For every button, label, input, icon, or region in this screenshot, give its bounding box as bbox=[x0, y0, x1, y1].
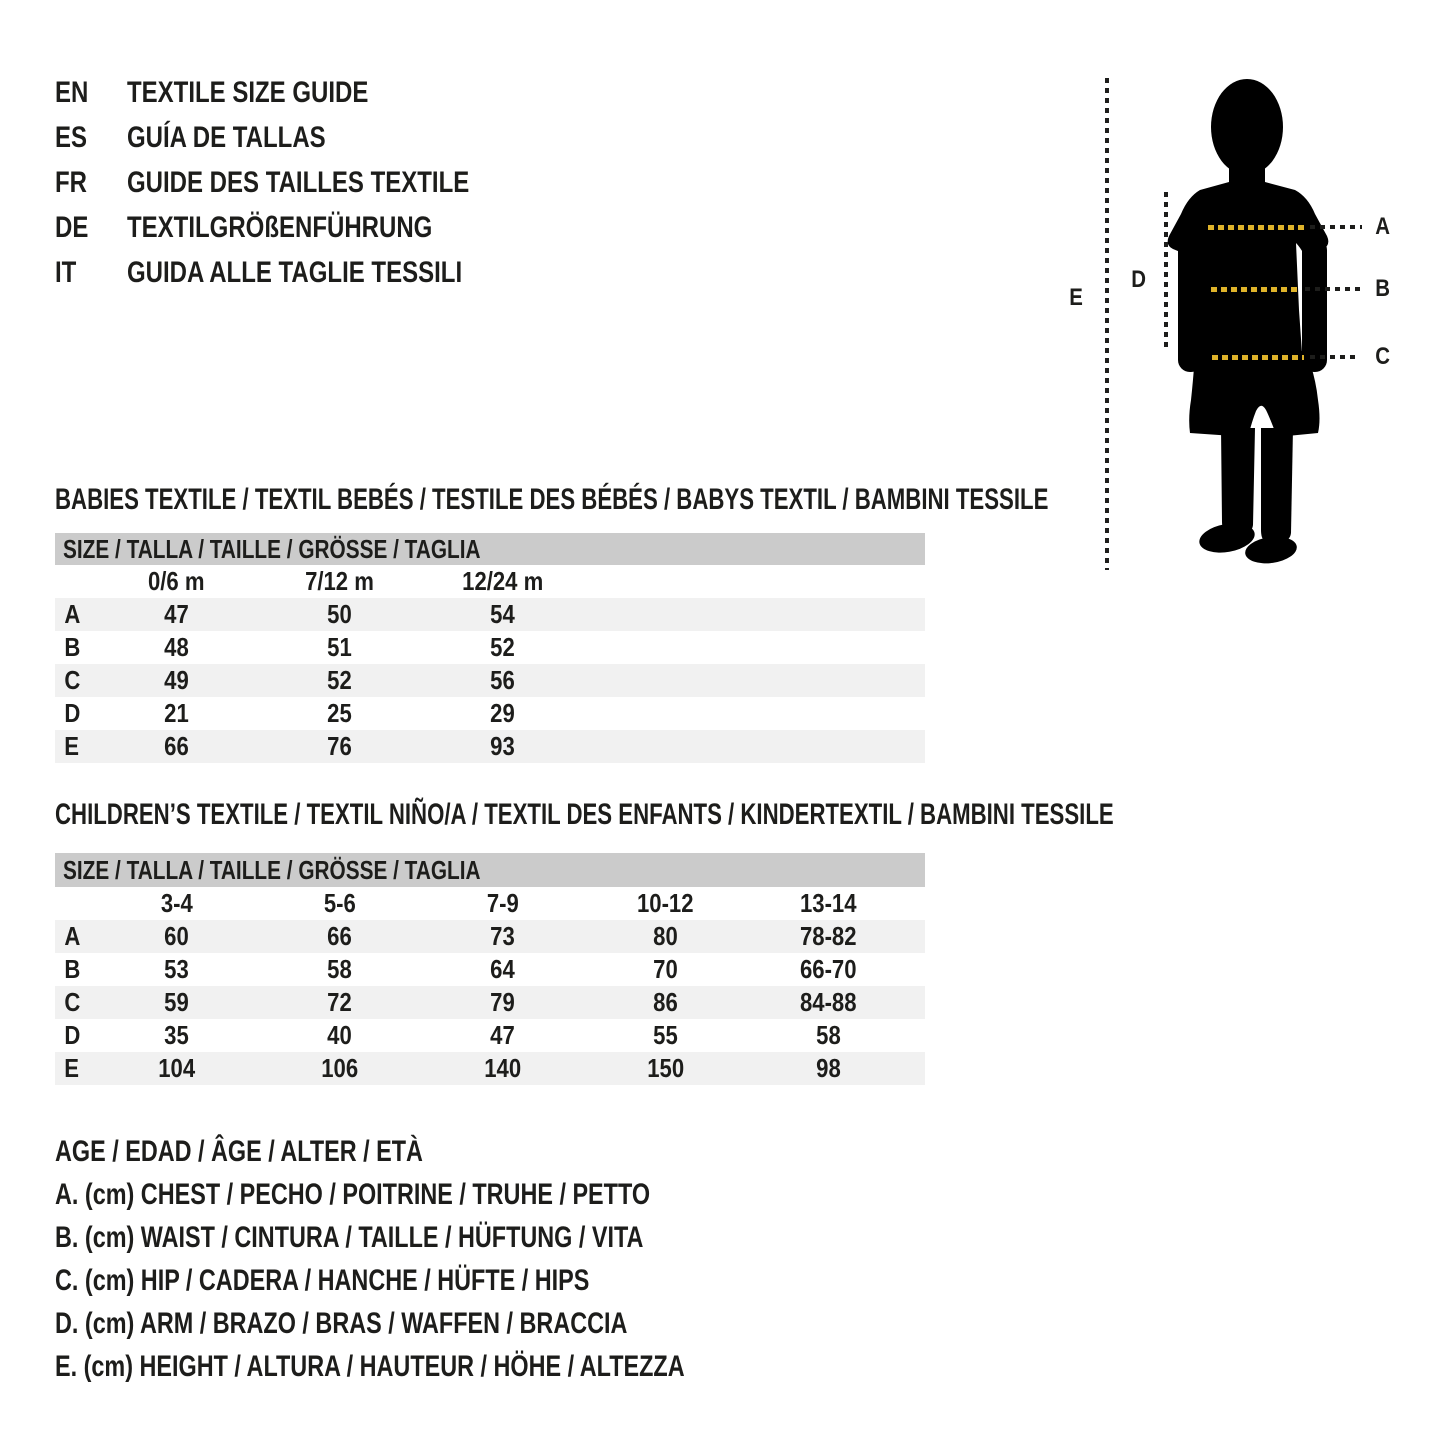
children-corner-cell bbox=[55, 887, 95, 920]
legend-a-chest: A. (cm) CHEST / PECHO / POITRINE / TRUHE / PETTO bbox=[55, 1178, 651, 1211]
lang-code-fr: FR bbox=[55, 166, 87, 199]
table-cell: 50 bbox=[327, 599, 352, 629]
table-cell: 98 bbox=[816, 1053, 841, 1083]
babies-row-e-label: E bbox=[64, 731, 80, 761]
table-cell bbox=[910, 1019, 925, 1052]
legend-b-waist: B. (cm) WAIST / CINTURA / TAILLE / HÜFTUNG / VITA bbox=[55, 1221, 644, 1254]
measure-line-d bbox=[1164, 192, 1168, 348]
measure-label-b: B bbox=[1375, 275, 1391, 302]
babies-col-0-6m: 0/6 m bbox=[148, 566, 205, 596]
table-cell: 49 bbox=[164, 665, 189, 695]
measure-line-b-waist bbox=[1211, 287, 1299, 292]
table-cell: 93 bbox=[490, 731, 515, 761]
children-size-header-bar bbox=[55, 853, 925, 887]
table-cell: 78-82 bbox=[800, 921, 857, 951]
babies-section-title: BABIES TEXTILE / TEXTIL BEBÉS / TESTILE DES BÉBÉS / BABYS TEXTIL / BAMBINI TESSILE bbox=[55, 483, 1049, 516]
title-fr: GUIDE DES TAILLES TEXTILE bbox=[127, 166, 470, 199]
table-cell: 47 bbox=[164, 599, 189, 629]
babies-row-b bbox=[55, 631, 925, 664]
legend-age: AGE / EDAD / ÂGE / ALTER / ETÀ bbox=[55, 1135, 423, 1168]
lang-code-de: DE bbox=[55, 211, 89, 244]
table-cell: 66 bbox=[164, 731, 189, 761]
babies-column-header-row bbox=[55, 565, 925, 598]
title-row-en bbox=[55, 70, 555, 115]
babies-row-d bbox=[55, 697, 925, 730]
children-table bbox=[55, 853, 925, 1085]
measure-line-c-leader bbox=[1310, 355, 1360, 359]
table-cell: 59 bbox=[164, 987, 189, 1017]
table-cell: 51 bbox=[327, 632, 352, 662]
table-cell bbox=[584, 697, 925, 730]
children-row-d bbox=[55, 1019, 925, 1052]
title-es: GUÍA DE TALLAS bbox=[127, 121, 326, 154]
table-cell bbox=[584, 631, 925, 664]
table-cell bbox=[910, 953, 925, 986]
babies-col-12-24m: 12/24 m bbox=[461, 566, 544, 596]
babies-size-table bbox=[55, 565, 925, 763]
children-row-b-label: B bbox=[64, 954, 81, 984]
title-de: TEXTILGRÖßENFÜHRUNG bbox=[127, 211, 433, 244]
table-cell bbox=[584, 730, 925, 763]
measurement-legend bbox=[55, 1130, 862, 1388]
table-cell: 25 bbox=[327, 698, 352, 728]
table-cell: 72 bbox=[327, 987, 352, 1017]
children-row-d-label: D bbox=[64, 1020, 81, 1050]
measure-line-a-chest bbox=[1208, 225, 1304, 230]
measure-label-d: D bbox=[1131, 266, 1147, 293]
table-cell bbox=[910, 1052, 925, 1085]
table-cell: 86 bbox=[653, 987, 678, 1017]
title-row-fr bbox=[55, 160, 555, 205]
table-cell bbox=[584, 664, 925, 697]
babies-row-e bbox=[55, 730, 925, 763]
table-cell: 53 bbox=[164, 954, 189, 984]
table-cell: 104 bbox=[158, 1053, 195, 1083]
babies-row-b-label: B bbox=[64, 632, 81, 662]
table-cell: 84-88 bbox=[800, 987, 857, 1017]
table-cell: 150 bbox=[647, 1053, 684, 1083]
babies-row-d-label: D bbox=[64, 698, 81, 728]
table-cell: 54 bbox=[490, 599, 515, 629]
child-silhouette bbox=[1165, 70, 1340, 570]
table-cell: 73 bbox=[490, 921, 515, 951]
table-cell: 66 bbox=[327, 921, 352, 951]
babies-col-7-12m: 7/12 m bbox=[305, 566, 374, 596]
title-en: TEXTILE SIZE GUIDE bbox=[127, 76, 369, 109]
table-cell: 106 bbox=[321, 1053, 358, 1083]
table-cell: 80 bbox=[653, 921, 678, 951]
babies-row-c bbox=[55, 664, 925, 697]
title-row-es bbox=[55, 115, 555, 160]
babies-row-a bbox=[55, 598, 925, 631]
children-col-filler bbox=[910, 887, 925, 920]
children-section-title: CHILDREN’S TEXTILE / TEXTIL NIÑO/A / TEXTIL DES ENFANTS / KINDERTEXTIL / BAMBINI TESSILE bbox=[55, 798, 1114, 831]
table-cell: 40 bbox=[327, 1020, 352, 1050]
table-cell: 140 bbox=[484, 1053, 521, 1083]
children-row-e bbox=[55, 1052, 925, 1085]
children-col-13-14: 13-14 bbox=[800, 888, 857, 918]
table-cell: 64 bbox=[490, 954, 515, 984]
legend-c-hip: C. (cm) HIP / CADERA / HANCHE / HÜFTE / HIPS bbox=[55, 1264, 590, 1297]
children-col-7-9: 7-9 bbox=[486, 888, 519, 918]
table-cell: 76 bbox=[327, 731, 352, 761]
table-cell: 48 bbox=[164, 632, 189, 662]
legend-e-height: E. (cm) HEIGHT / ALTURA / HAUTEUR / HÖHE / ALTEZZA bbox=[55, 1350, 685, 1383]
table-cell: 21 bbox=[164, 698, 189, 728]
table-cell: 58 bbox=[816, 1020, 841, 1050]
measure-label-a: A bbox=[1375, 213, 1391, 240]
table-cell: 47 bbox=[490, 1020, 515, 1050]
children-row-a-label: A bbox=[64, 921, 81, 951]
table-cell: 29 bbox=[490, 698, 515, 728]
measure-line-b-leader bbox=[1305, 287, 1362, 291]
children-col-5-6: 5-6 bbox=[323, 888, 356, 918]
table-cell: 60 bbox=[164, 921, 189, 951]
table-cell bbox=[910, 986, 925, 1019]
children-row-b bbox=[55, 953, 925, 986]
table-cell: 56 bbox=[490, 665, 515, 695]
children-row-c-label: C bbox=[64, 987, 81, 1017]
babies-size-header-bar bbox=[55, 533, 925, 565]
table-cell: 66-70 bbox=[800, 954, 857, 984]
language-title-block bbox=[55, 70, 555, 295]
table-cell bbox=[584, 598, 925, 631]
lang-code-es: ES bbox=[55, 121, 88, 154]
measure-label-c: C bbox=[1375, 343, 1391, 370]
table-cell: 52 bbox=[490, 632, 515, 662]
lang-code-it: IT bbox=[55, 256, 77, 289]
title-it: GUIDA ALLE TAGLIE TESSILI bbox=[127, 256, 463, 289]
measure-line-e bbox=[1105, 78, 1109, 570]
children-column-header-row bbox=[55, 887, 925, 920]
table-cell: 35 bbox=[164, 1020, 189, 1050]
measure-line-a-leader bbox=[1310, 225, 1362, 229]
table-cell: 52 bbox=[327, 665, 352, 695]
table-cell bbox=[910, 920, 925, 953]
babies-corner-cell bbox=[55, 565, 95, 598]
babies-row-c-label: C bbox=[64, 665, 81, 695]
table-cell: 79 bbox=[490, 987, 515, 1017]
table-cell: 70 bbox=[653, 954, 678, 984]
children-size-header-text: SIZE / TALLA / TAILLE / GRÖSSE / TAGLIA bbox=[63, 854, 481, 885]
measure-line-c-hip bbox=[1212, 355, 1304, 360]
children-row-e-label: E bbox=[64, 1053, 80, 1083]
children-row-c bbox=[55, 986, 925, 1019]
children-col-3-4: 3-4 bbox=[160, 888, 193, 918]
title-row-it bbox=[55, 250, 555, 295]
children-row-a bbox=[55, 920, 925, 953]
babies-size-header-text: SIZE / TALLA / TAILLE / GRÖSSE / TAGLIA bbox=[63, 533, 481, 564]
lang-code-en: EN bbox=[55, 76, 89, 109]
children-size-table bbox=[55, 887, 925, 1085]
babies-row-a-label: A bbox=[64, 599, 81, 629]
table-cell: 55 bbox=[653, 1020, 678, 1050]
table-cell: 58 bbox=[327, 954, 352, 984]
children-col-10-12: 10-12 bbox=[637, 888, 694, 918]
title-row-de bbox=[55, 205, 555, 250]
legend-d-arm: D. (cm) ARM / BRAZO / BRAS / WAFFEN / BRACCIA bbox=[55, 1307, 628, 1340]
babies-col-filler bbox=[584, 565, 925, 598]
babies-table bbox=[55, 533, 925, 763]
measure-label-e: E bbox=[1069, 284, 1083, 311]
